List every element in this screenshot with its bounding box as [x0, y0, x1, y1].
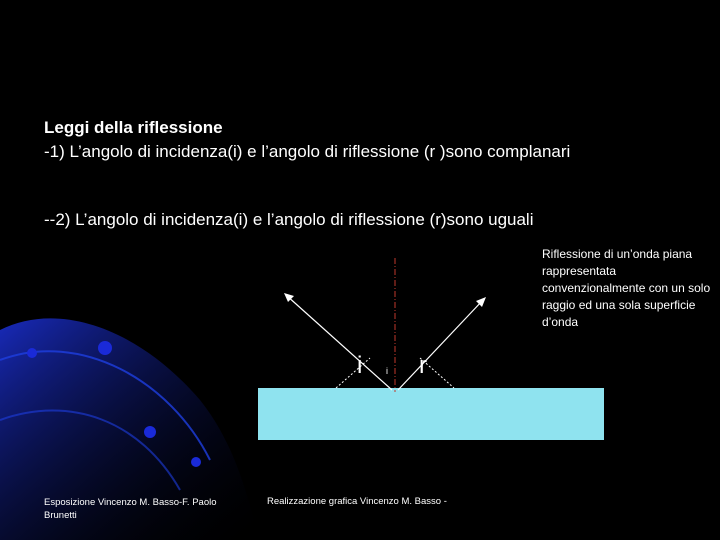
decor-dot-4 — [191, 457, 201, 467]
decor-dot-2 — [27, 348, 37, 358]
reflection-angle-label: r — [419, 352, 427, 379]
slide-heading: Leggi della riflessione — [44, 118, 223, 137]
reflection-diagram — [250, 250, 540, 400]
incidence-angle-small-label: i — [386, 366, 388, 376]
decor-dot-3 — [144, 426, 156, 438]
footer-credits: Realizzazione grafica Vincenzo M. Basso - — [267, 496, 447, 507]
wavefront-left — [336, 358, 370, 388]
reflected-ray — [398, 300, 483, 390]
footer-authors: Esposizione Vincenzo M. Basso-F. Paolo Brunetti — [44, 497, 217, 521]
diagram-caption: Riflessione di un’onda piana rappresentata convenzionalmente con un solo raggio ed una sola superficie d’onda — [542, 247, 711, 329]
incident-ray — [286, 295, 392, 390]
decor-dot-1 — [98, 341, 112, 355]
incidence-angle-label: i — [357, 352, 363, 379]
law-2-text: --2) L’angolo di incidenza(i) e l’angolo di riflessione (r)sono uguali — [44, 210, 534, 229]
law-1-text: -1) L’angolo di incidenza(i) e l’angolo di riflessione (r )sono complanari — [44, 142, 571, 161]
